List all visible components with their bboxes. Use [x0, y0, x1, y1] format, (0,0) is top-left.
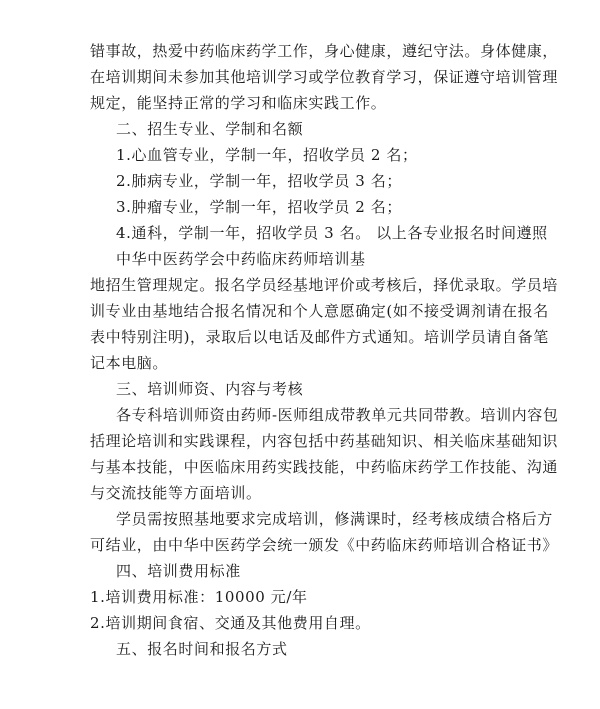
section-3-para-2-line-1: 学员需按照基地要求完成培训，修满课时，经考核成绩合格后方	[116, 510, 553, 528]
intro-line-1: 错事故，热爱中药临床药学工作，身心健康，遵纪守法。身体健康，	[90, 42, 559, 60]
section-2-item-2: 2.肺病专业，学制一年，招收学员 3 名；	[116, 172, 402, 190]
section-3-para-1-line-3: 与基本技能，中医临床用药实践技能，中药临床药学工作技能、沟通	[90, 458, 559, 476]
section-5-heading: 五、报名时间和报名方式	[116, 640, 288, 658]
section-3-para-1-line-2: 括理论培训和实践课程，内容包括中药基础知识、相关临床基础知识	[90, 432, 559, 450]
section-2-body-line-4: 记本电脑。	[90, 354, 169, 372]
section-3-para-1-line-1: 各专科培训师资由药师-医师组成带教单元共同带教。培训内容包	[116, 406, 559, 424]
section-3-heading: 三、培训师资、内容与考核	[116, 380, 304, 398]
section-2-body-line-2: 训专业由基地结合报名情况和个人意愿确定(如不接受调剂请在报名	[90, 302, 549, 320]
section-2-body-line-3: 表中特别注明)，录取后以电话及邮件方式通知。培训学员请自备笔	[90, 328, 549, 346]
section-2-item-3: 3.肿瘤专业，学制一年，招收学员 2 名；	[116, 198, 402, 216]
section-2-item-4: 4.通科，学制一年，招收学员 3 名。 以上各专业报名时间遵照	[116, 224, 548, 242]
intro-line-3: 规定，能坚持正常的学习和临床实践工作。	[90, 94, 387, 112]
section-3-para-2-line-2: 可结业，由中华中医药学会统一颁发《中药临床药师培训合格证书》	[90, 536, 559, 554]
section-3-para-1-line-4: 与交流技能等方面培训。	[90, 484, 262, 502]
section-2-body-line-1: 地招生管理规定。报名学员经基地评价或考核后，择优录取。学员培	[90, 276, 559, 294]
section-4-heading: 四、培训费用标准	[116, 562, 241, 580]
intro-line-2: 在培训期间未参加其他培训学习或学位教育学习，保证遵守培训管理	[90, 68, 559, 86]
section-4-item-1: 1.培训费用标准：10000 元/年	[90, 588, 308, 606]
section-2-heading: 二、招生专业、学制和名额	[116, 120, 304, 138]
section-2-item-1: 1.心血管专业，学制一年，招收学员 2 名；	[116, 146, 418, 164]
section-4-item-2: 2.培训期间食宿、交通及其他费用自理。	[90, 614, 371, 632]
section-2-continuation: 中华中医药学会中药临床药师培训基	[116, 250, 366, 268]
